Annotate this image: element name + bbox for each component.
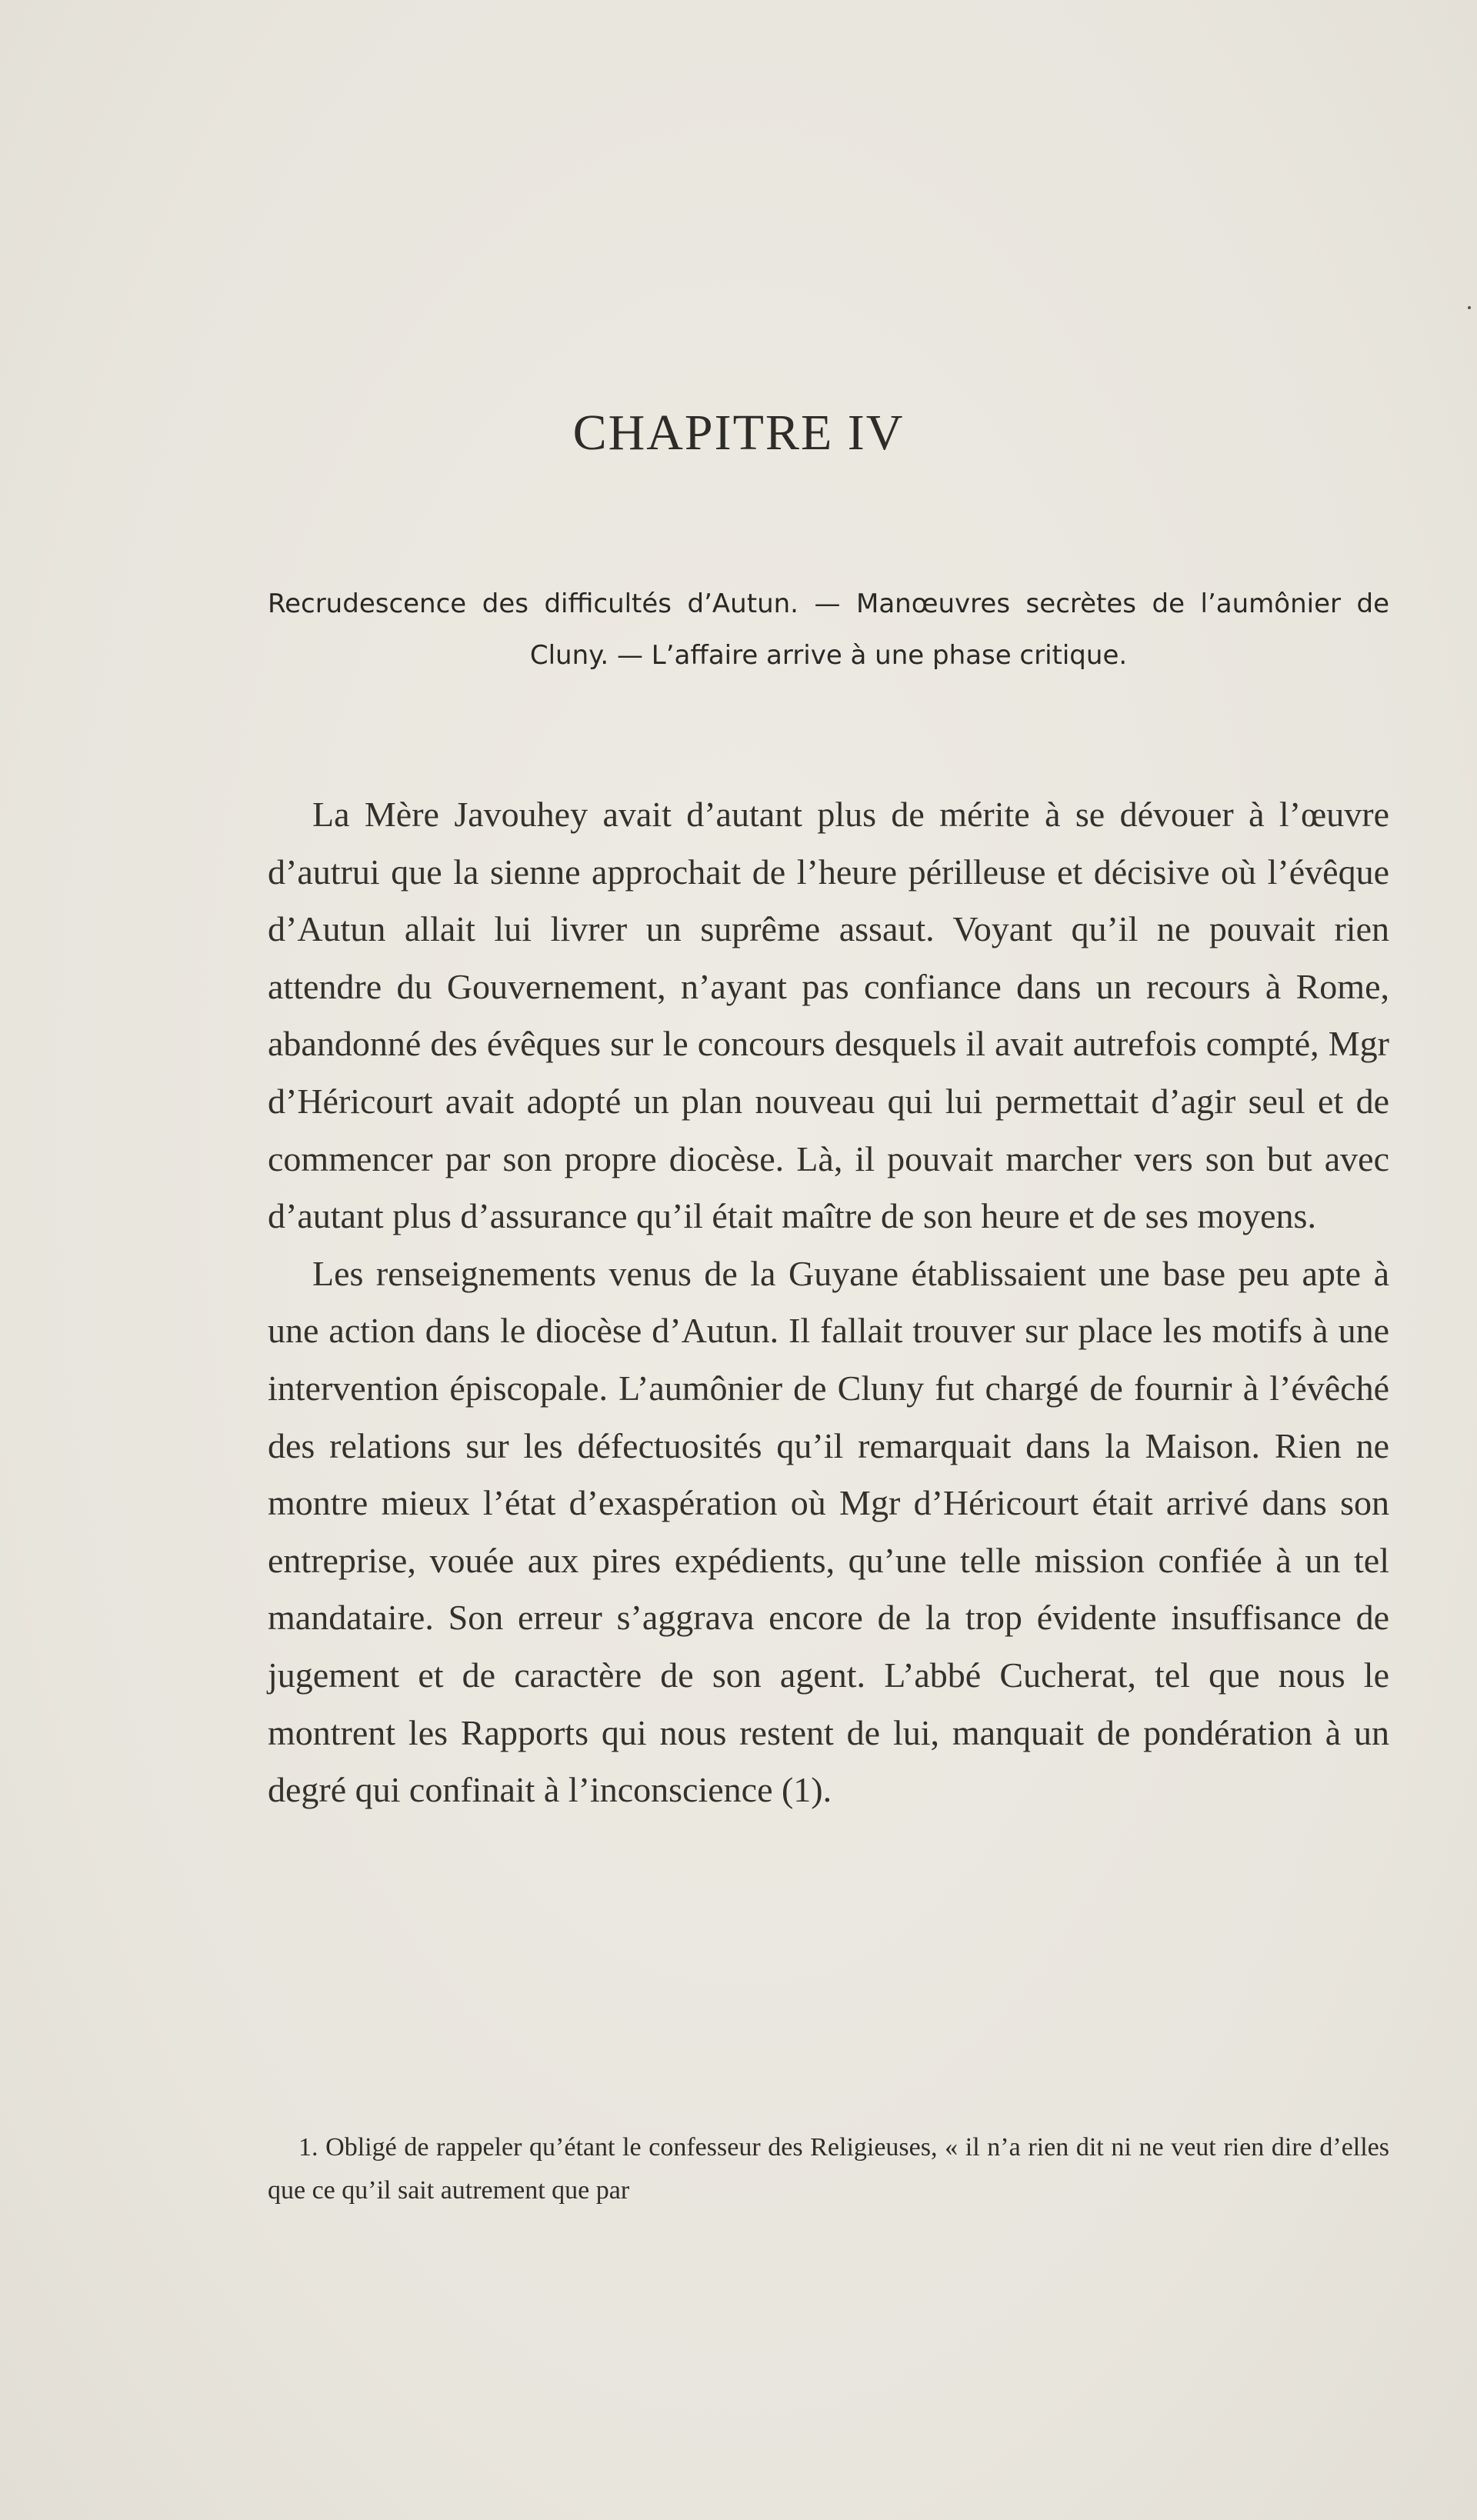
page-speck (1468, 306, 1471, 309)
paragraph-1: La Mère Javouhey avait d’autant plus de mérite à se dévouer à l’œuvre d’autrui que la sienne approchait de l’heure périlleuse et décisive où l’évêque d’Autun allait lui livrer un suprême assaut. Voyant qu’il ne pouvait rien attendre du Gouvernement, n’ayant pas confiance dans un recours à Rome, abandonné des évêques sur le concours desquels il avait autrefois compté, Mgr d’Héricourt avait adopté un plan nouveau qui lui permettait d’agir seul et de commencer par son propre diocèse. Là, il pouvait marcher vers son but avec d’autant plus d’assurance qu’il était maître de son heure et de ses moyens. (268, 795, 1389, 1236)
chapter-summary: Recrudescence des difficultés d’Autun. — Manœuvres secrètes de l’aumônier de Cluny. — L’affaire arrive à une phase critique. (268, 588, 1389, 671)
paragraph-2: Les renseignements venus de la Guyane établissaient une base peu apte à une action dans le diocèse d’Autun. Il fallait trouver sur place les motifs à une intervention épiscopale. L’aumônier de Cluny fut chargé de fournir à l’évêché des relations sur les défectuosités qu’il remarquait dans la Maison. Rien ne montre mieux l’état d’exaspération où Mgr d’Héricourt était arrivé dans son entreprise, vouée aux pires expédients, qu’une telle mission confiée à un tel mandataire. Son erreur s’aggrava encore de la trop évidente insuffisance de jugement et de caractère de son agent. L’abbé Cucherat, tel que nous le montrent les Rapports qui nous restent de lui, manquait de pondération à un degré qui confinait à l’inconscience (1). (268, 1253, 1389, 1810)
main-text (268, 786, 1389, 1819)
footnote: 1. Obligé de rappeler qu’étant le confesseur des Religieuses, « il n’a rien dit ni ne veut rien dire d’elles que ce qu’il sait autrement que par (268, 2133, 1389, 2205)
chapter-title: CHAPITRE IV (572, 405, 905, 461)
